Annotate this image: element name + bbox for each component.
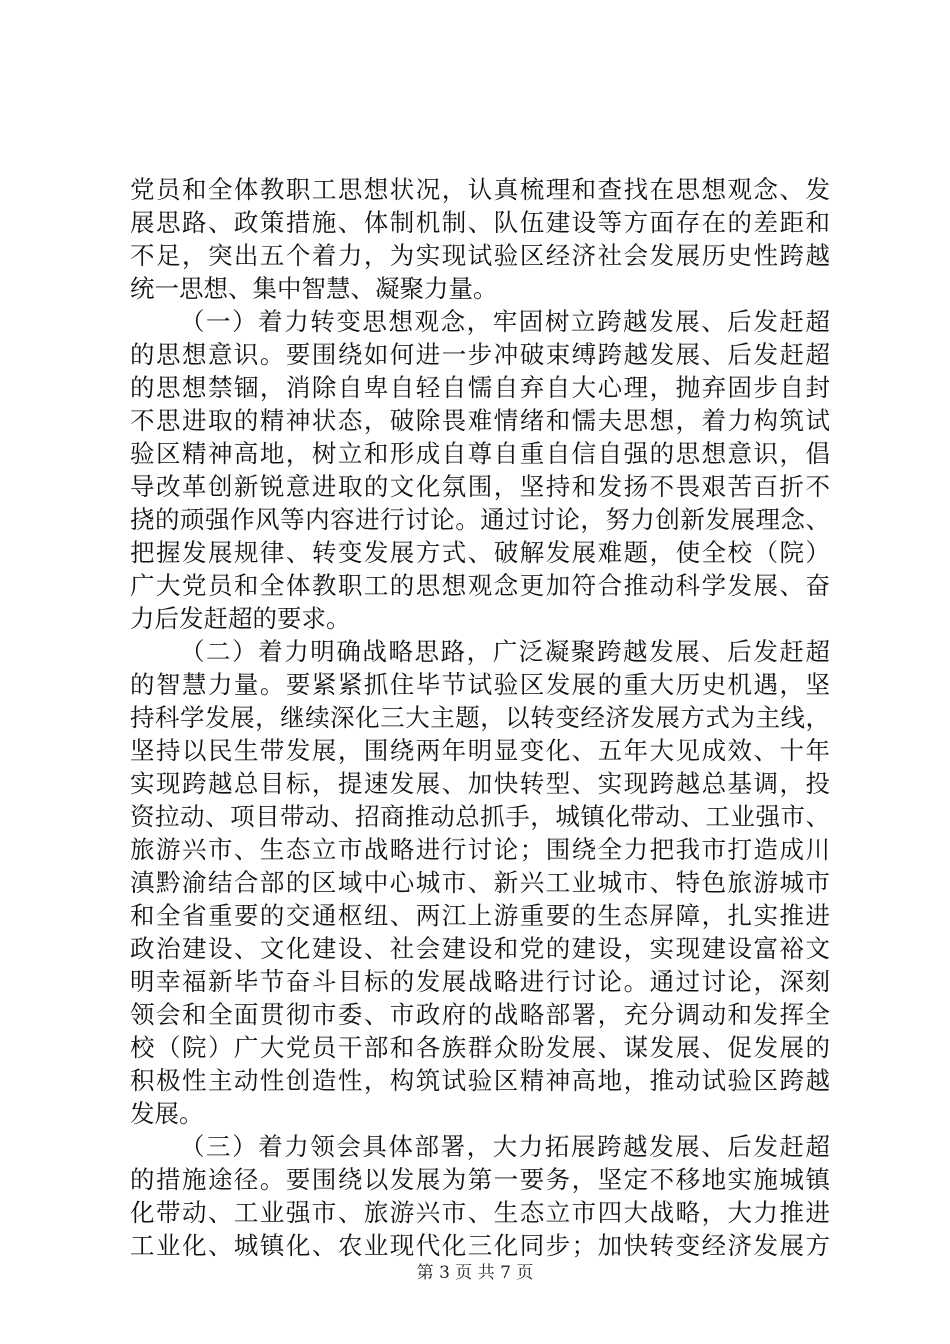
text-line: 不思进取的精神状态，破除畏难情绪和懦夫思想，着力构筑试 — [130, 406, 830, 435]
text-line: 化带动、工业强市、旅游兴市、生态立市四大战略，大力推进 — [130, 1198, 830, 1227]
text-line: 党员和全体教职工思想状况，认真梳理和查找在思想观念、发 — [130, 175, 830, 204]
text-line: 的智慧力量。要紧紧抓住毕节试验区发展的重大历史机遇，坚 — [130, 670, 830, 699]
text-line: 政治建设、文化建设、社会建设和党的建设，实现建设富裕文 — [130, 934, 830, 963]
text-line: 和全省重要的交通枢纽、两江上游重要的生态屏障，扎实推进 — [130, 901, 830, 930]
text-line: 广大党员和全体教职工的思想观念更加符合推动科学发展、奋 — [130, 571, 830, 600]
text-line: 发展。 — [130, 1099, 204, 1128]
text-line: 资拉动、项目带动、招商推动总抓手，城镇化带动、工业强市、 — [130, 802, 830, 831]
text-line: 滇黔渝结合部的区域中心城市、新兴工业城市、特色旅游城市 — [130, 868, 830, 897]
text-line: 导改革创新锐意进取的文化氛围，坚持和发扬不畏艰苦百折不 — [130, 472, 830, 501]
text-line: 力后发赶超的要求。 — [130, 604, 351, 633]
text-line: 不足，突出五个着力，为实现试验区经济社会发展历史性跨越 — [130, 241, 830, 270]
text-line: 的措施途径。要围绕以发展为第一要务，坚定不移地实施城镇 — [130, 1165, 830, 1194]
paragraph-heading-2: （二）着力明确战略思路，广泛凝聚跨越发展、后发赶超 — [180, 637, 830, 666]
text-line: 旅游兴市、生态立市战略进行讨论；围绕全力把我市打造成川 — [130, 835, 830, 864]
paragraph-heading-3: （三）着力领会具体部署，大力拓展跨越发展、后发赶超 — [180, 1132, 830, 1161]
text-line: 明幸福新毕节奋斗目标的发展战略进行讨论。通过讨论，深刻 — [130, 967, 830, 996]
text-line: 的思想意识。要围绕如何进一步冲破束缚跨越发展、后发赶超 — [130, 340, 830, 369]
text-line: 坚持以民生带发展，围绕两年明显变化、五年大见成效、十年 — [130, 736, 830, 765]
text-line: 工业化、城镇化、农业现代化三化同步；加快转变经济发展方 — [130, 1231, 830, 1260]
text-line: 展思路、政策措施、体制机制、队伍建设等方面存在的差距和 — [130, 208, 830, 237]
paragraph-heading-1: （一）着力转变思想观念，牢固树立跨越发展、后发赶超 — [180, 307, 830, 336]
text-line: 的思想禁锢，消除自卑自轻自懦自弃自大心理，抛弃固步自封 — [130, 373, 830, 402]
text-line: 验区精神高地，树立和形成自尊自重自信自强的思想意识，倡 — [130, 439, 830, 468]
text-line: 挠的顽强作风等内容进行讨论。通过讨论，努力创新发展理念、 — [130, 505, 830, 534]
text-line: 持科学发展，继续深化三大主题，以转变经济发展方式为主线， — [130, 703, 830, 732]
text-line: 领会和全面贯彻市委、市政府的战略部署，充分调动和发挥全 — [130, 1000, 830, 1029]
text-line: 实现跨越总目标，提速发展、加快转型、实现跨越总基调，投 — [130, 769, 830, 798]
text-line: 把握发展规律、转变发展方式、破解发展难题，使全校（院） — [130, 538, 830, 567]
page-number-footer: 第 3 页 共 7 页 — [416, 1263, 534, 1283]
text-line: 统一思想、集中智慧、凝聚力量。 — [130, 274, 498, 303]
text-line: 积极性主动性创造性，构筑试验区精神高地，推动试验区跨越 — [130, 1066, 830, 1095]
text-line: 校（院）广大党员干部和各族群众盼发展、谋发展、促发展的 — [130, 1033, 830, 1062]
